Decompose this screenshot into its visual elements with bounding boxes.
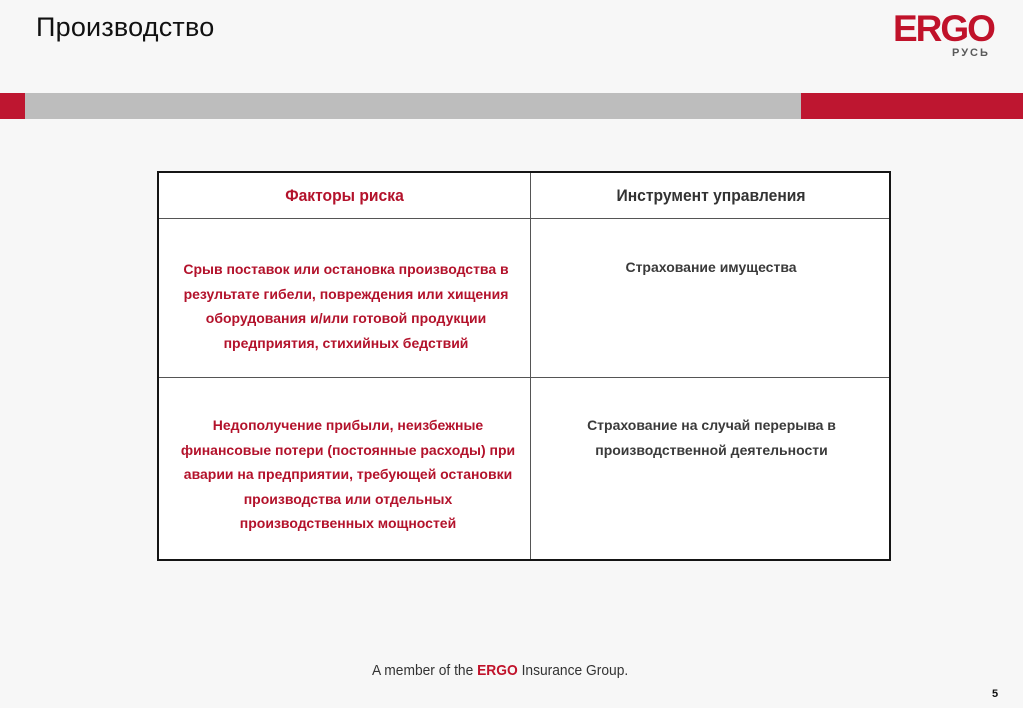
header-management-tool: Инструмент управления — [616, 185, 806, 205]
page-title: Производство — [36, 12, 215, 42]
table-cell-risk: Недополучение прибыли, неизбежные финансовые потери (постоянные расходы) при аварии на предприятии, требующей остановки производства или отдельных производственных мощностей — [180, 417, 516, 531]
row-divider — [159, 218, 889, 219]
header-band-middle — [25, 93, 801, 119]
ergo-logo — [893, 8, 1003, 59]
table-cell-tool: Страхование имущества — [625, 259, 797, 275]
table-cell-tool: Страхование на случай перерыва в производственной деятельности — [587, 417, 836, 458]
row-divider — [159, 377, 889, 378]
footer-suffix: Insurance Group. — [517, 662, 629, 679]
header-band-right — [801, 93, 1023, 119]
header-band-left — [0, 93, 25, 119]
footer-prefix: A member of the — [372, 662, 478, 679]
footer-brand: ERGO — [477, 662, 518, 679]
header-risk-factors: Факторы риска — [285, 185, 404, 205]
logo-subtitle: РУСЬ — [952, 47, 990, 59]
page-number: 5 — [992, 688, 999, 700]
table-cell-risk: Срыв поставок или остановка производства в результате гибели, повреждения или хищения оборудования и/или готовой продукции предприятия, стихийных бедствий — [183, 261, 509, 351]
risk-table — [157, 171, 891, 561]
column-divider — [530, 173, 531, 559]
footer-tagline — [372, 662, 628, 679]
logo-brand: ERGO — [893, 8, 994, 49]
